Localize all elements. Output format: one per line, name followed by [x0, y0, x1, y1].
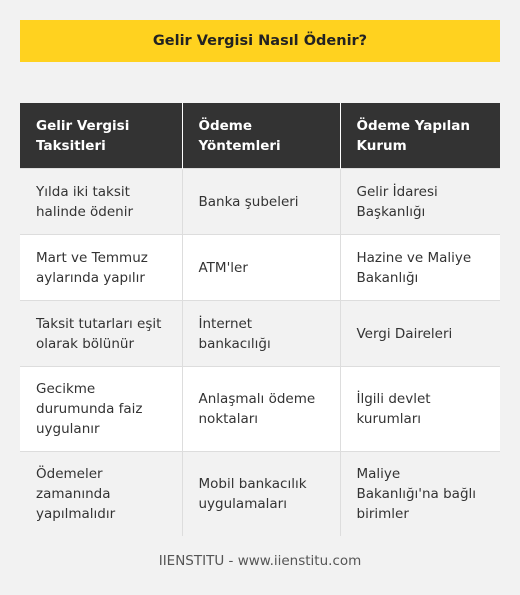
payment-table-container — [20, 103, 500, 536]
table-cell: İnternet bankacılığı — [182, 301, 340, 367]
table-cell: Anlaşmalı ödeme noktaları — [182, 367, 340, 452]
table-row — [20, 452, 500, 537]
title-banner — [20, 20, 500, 62]
table-cell: Vergi Daireleri — [340, 301, 500, 367]
payment-table — [20, 103, 500, 536]
table-row — [20, 169, 500, 235]
table-cell: İlgili devlet kurumları — [340, 367, 500, 452]
table-cell: Ödemeler zamanında yapılmalıdır — [20, 452, 182, 537]
table-row — [20, 235, 500, 301]
table-cell: Gelir İdaresi Başkanlığı — [340, 169, 500, 235]
table-cell: Gecikme durumunda faiz uygulanır — [20, 367, 182, 452]
table-header-row — [20, 103, 500, 169]
table-cell: Maliye Bakanlığı'na bağlı birimler — [340, 452, 500, 537]
header-payment-methods: Ödeme Yöntemleri — [182, 103, 340, 169]
table-row — [20, 367, 500, 452]
footer-credit: IIENSTITU - www.iienstitu.com — [158, 553, 362, 569]
header-installments: Gelir Vergisi Taksitleri — [20, 103, 182, 169]
table-cell: Yılda iki taksit halinde ödenir — [20, 169, 182, 235]
page-title: Gelir Vergisi Nasıl Ödenir? — [152, 33, 368, 49]
table-cell: Mart ve Temmuz aylarında yapılır — [20, 235, 182, 301]
table-cell: Banka şubeleri — [182, 169, 340, 235]
table-cell: ATM'ler — [182, 235, 340, 301]
table-cell: Mobil bankacılık uygulamaları — [182, 452, 340, 537]
header-institution: Ödeme Yapılan Kurum — [340, 103, 500, 169]
table-row — [20, 301, 500, 367]
table-cell: Hazine ve Maliye Bakanlığı — [340, 235, 500, 301]
table-cell: Taksit tutarları eşit olarak bölünür — [20, 301, 182, 367]
